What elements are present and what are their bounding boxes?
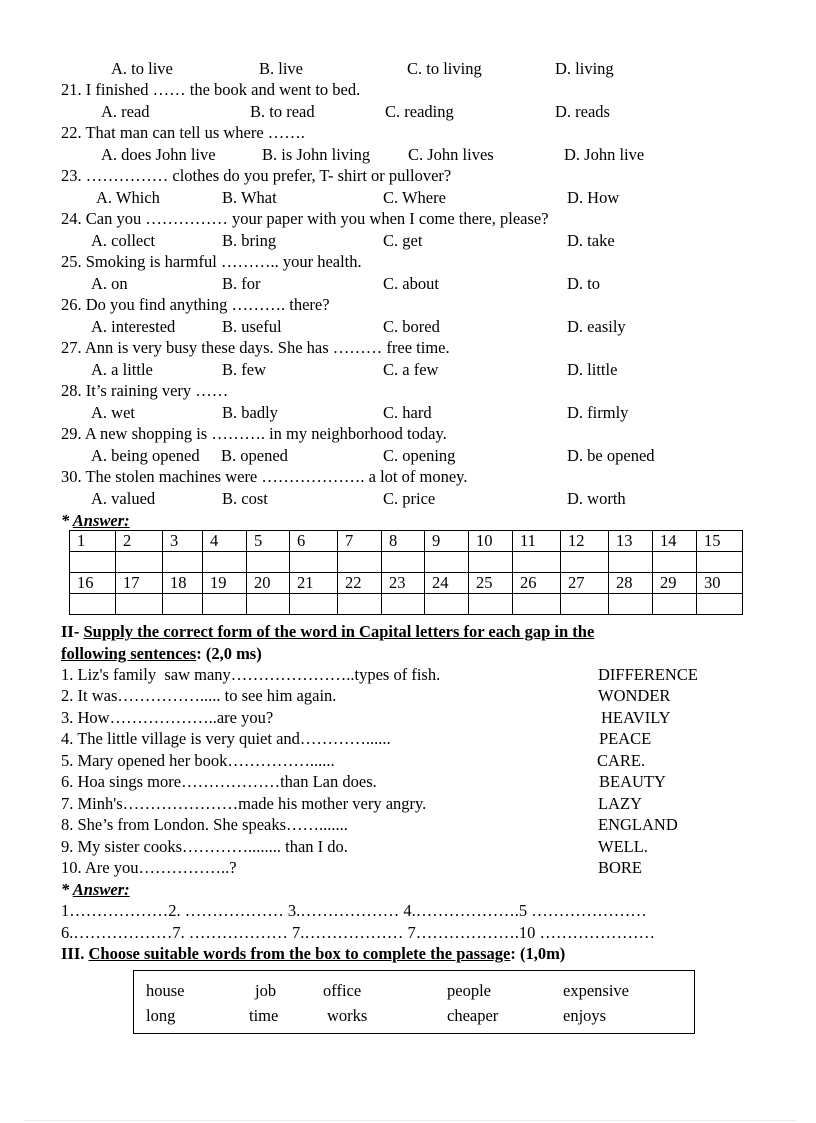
option-d: D. little xyxy=(567,360,618,379)
box-word: time xyxy=(249,1006,279,1025)
section-3-heading xyxy=(61,944,565,964)
option-d: D. worth xyxy=(567,489,626,508)
grid-cell: 25 xyxy=(469,573,513,594)
option-c: C. about xyxy=(383,274,439,293)
section-2-title-line2: following sentences xyxy=(61,644,197,663)
option-c: C. hard xyxy=(383,403,432,422)
answer-grid-blank-2 xyxy=(70,594,743,615)
option-b: B. useful xyxy=(222,317,282,336)
answer-cell[interactable] xyxy=(163,552,203,573)
option-a: A. valued xyxy=(91,489,156,508)
word-form-item: 8. She’s from London. She speaks……....... xyxy=(61,815,348,834)
option-b: B. What xyxy=(222,188,277,207)
answer-cell[interactable] xyxy=(513,552,561,573)
answer-cell[interactable] xyxy=(561,594,609,615)
option-d: D. John live xyxy=(564,145,645,164)
option-a: A. to live xyxy=(111,59,173,78)
grid-cell: 18 xyxy=(163,573,203,594)
answer-grid-blank-1 xyxy=(70,552,743,573)
grid-cell: 9 xyxy=(425,531,469,552)
option-b: B. to read xyxy=(250,102,315,121)
grid-cell: 14 xyxy=(653,531,697,552)
option-c: C. price xyxy=(383,489,436,508)
question-21: 21. I finished …… the book and went to bed. xyxy=(61,80,361,99)
answer-cell[interactable] xyxy=(697,594,743,615)
answer-cell[interactable] xyxy=(247,552,290,573)
option-d: D. easily xyxy=(567,317,626,336)
option-c: C. John lives xyxy=(408,145,494,164)
word-form-item: 4. The little village is very quiet and…………...... xyxy=(61,729,391,748)
answer-cell[interactable] xyxy=(653,552,697,573)
word-form-item: 10. Are you……………..? xyxy=(61,858,237,877)
answer-cell[interactable] xyxy=(382,594,425,615)
grid-cell: 23 xyxy=(382,573,425,594)
answer-cell[interactable] xyxy=(203,594,247,615)
section-3-prefix: III. xyxy=(61,944,89,963)
answer-cell[interactable] xyxy=(247,594,290,615)
option-b: B. for xyxy=(222,274,261,293)
option-d: D. be opened xyxy=(567,446,655,465)
option-c: C. opening xyxy=(383,446,456,465)
option-d: D. living xyxy=(555,59,614,78)
answer-cell[interactable] xyxy=(425,594,469,615)
section-3-marks: : (1,0m) xyxy=(510,944,566,963)
capital-word: WELL. xyxy=(598,837,648,856)
box-word: cheaper xyxy=(447,1006,499,1025)
answer-cell[interactable] xyxy=(469,552,513,573)
question-25: 25. Smoking is harmful ……….. your health. xyxy=(61,252,362,271)
answer-cell[interactable] xyxy=(609,552,653,573)
answer-label-text: Answer: xyxy=(72,511,130,530)
option-b: B. is John living xyxy=(262,145,371,164)
option-a: A. being opened xyxy=(91,446,200,465)
capital-word: CARE. xyxy=(597,751,646,770)
answer-label-text: Answer: xyxy=(72,880,130,899)
answer-cell[interactable] xyxy=(425,552,469,573)
grid-cell: 12 xyxy=(561,531,609,552)
section-2-title-line1: Supply the correct form of the word in Capital letters for each gap in the xyxy=(83,622,595,641)
answer-cell[interactable] xyxy=(203,552,247,573)
grid-cell: 5 xyxy=(247,531,290,552)
page-footer-divider xyxy=(25,1120,795,1121)
word-form-item: 9. My sister cooks…………........ than I do. xyxy=(61,837,348,856)
question-26: 26. Do you find anything ………. there? xyxy=(61,295,330,314)
box-word: house xyxy=(146,981,185,1000)
question-30: 30. The stolen machines were ………………. a lot of money. xyxy=(61,467,468,486)
grid-cell: 16 xyxy=(70,573,116,594)
section-2-prefix: II- xyxy=(61,622,84,641)
question-27: 27. Ann is very busy these days. She has ……… free time. xyxy=(61,338,450,357)
answer-label: * Answer: xyxy=(61,880,130,899)
answer-cell[interactable] xyxy=(697,552,743,573)
answer-cell[interactable] xyxy=(469,594,513,615)
answer-grid-header-2 xyxy=(70,573,743,594)
box-word: expensive xyxy=(563,981,629,1000)
answer-cell[interactable] xyxy=(290,594,338,615)
box-word: works xyxy=(327,1006,368,1025)
grid-cell: 27 xyxy=(561,573,609,594)
grid-cell: 7 xyxy=(338,531,382,552)
answer-cell[interactable] xyxy=(561,552,609,573)
box-word: office xyxy=(323,981,362,1000)
grid-cell: 26 xyxy=(513,573,561,594)
option-c: C. reading xyxy=(385,102,454,121)
grid-cell: 28 xyxy=(609,573,653,594)
word-form-item: 3. How………………..are you? xyxy=(61,708,274,727)
option-b: B. live xyxy=(259,59,303,78)
section-2-heading-line2 xyxy=(61,644,262,664)
question-28: 28. It’s raining very …… xyxy=(61,381,229,400)
option-c: C. to living xyxy=(407,59,482,78)
section-2-heading xyxy=(61,622,594,642)
capital-word: WONDER xyxy=(598,686,671,705)
word-form-item: 2. It was……………..... to see him again. xyxy=(61,686,337,705)
grid-cell: 19 xyxy=(203,573,247,594)
grid-cell: 22 xyxy=(338,573,382,594)
answer-cell[interactable] xyxy=(116,594,163,615)
option-d: D. to xyxy=(567,274,600,293)
section-3-title: Choose suitable words from the box to complete the passage xyxy=(88,944,511,963)
option-d: D. How xyxy=(567,188,620,207)
option-a: A. collect xyxy=(91,231,156,250)
answer-cell[interactable] xyxy=(70,594,116,615)
answer-label: * Answer: xyxy=(61,511,130,530)
option-c: C. Where xyxy=(383,188,446,207)
box-word: job xyxy=(255,981,277,1000)
option-d: D. firmly xyxy=(567,403,629,422)
question-23: 23. …………… clothes do you prefer, T- shirt or pullover? xyxy=(61,166,452,185)
grid-cell: 13 xyxy=(609,531,653,552)
grid-cell: 11 xyxy=(513,531,561,552)
answer-cell[interactable] xyxy=(116,552,163,573)
option-b: B. badly xyxy=(222,403,278,422)
grid-cell: 21 xyxy=(290,573,338,594)
answer-cell[interactable] xyxy=(382,552,425,573)
answer-cell[interactable] xyxy=(653,594,697,615)
option-b: B. cost xyxy=(222,489,268,508)
option-b: B. opened xyxy=(221,446,288,465)
capital-word: HEAVILY xyxy=(601,708,671,727)
grid-cell: 17 xyxy=(116,573,163,594)
answer-grid-header-1 xyxy=(70,531,743,552)
word-box xyxy=(133,970,695,1034)
answer-cell[interactable] xyxy=(338,552,382,573)
question-22: 22. That man can tell us where ……. xyxy=(61,123,305,142)
grid-cell: 2 xyxy=(116,531,163,552)
word-form-item: 1. Liz's family saw many…………………..types of fish. xyxy=(61,665,441,684)
option-a: A. Which xyxy=(96,188,160,207)
option-a: A. read xyxy=(101,102,150,121)
option-c: C. get xyxy=(383,231,423,250)
answer-line[interactable]: 1………………2. ……………… 3.……………… 4.……………….5 ………………… xyxy=(61,901,647,920)
capital-word: ENGLAND xyxy=(598,815,678,834)
grid-cell: 20 xyxy=(247,573,290,594)
grid-cell: 30 xyxy=(697,573,743,594)
grid-cell: 24 xyxy=(425,573,469,594)
answer-cell[interactable] xyxy=(70,552,116,573)
word-form-item: 5. Mary opened her book……………...... xyxy=(61,751,335,770)
option-d: D. reads xyxy=(555,102,610,121)
word-form-item: 7. Minh's…………………made his mother very angry. xyxy=(61,794,427,813)
answer-cell[interactable] xyxy=(609,594,653,615)
answer-grid xyxy=(69,530,743,615)
word-form-item: 6. Hoa sings more………………than Lan does. xyxy=(61,772,377,791)
answer-cell[interactable] xyxy=(338,594,382,615)
grid-cell: 4 xyxy=(203,531,247,552)
grid-cell: 8 xyxy=(382,531,425,552)
grid-cell: 6 xyxy=(290,531,338,552)
option-b: B. few xyxy=(222,360,266,379)
capital-word: DIFFERENCE xyxy=(598,665,698,684)
option-c: C. a few xyxy=(383,360,439,379)
option-a: A. a little xyxy=(91,360,153,379)
grid-cell: 15 xyxy=(697,531,743,552)
option-b: B. bring xyxy=(222,231,277,250)
answer-line[interactable]: 6.………………7. ……………… 7.……………… 7……………….10 ………………… xyxy=(61,923,655,942)
capital-word: BORE xyxy=(598,858,643,877)
grid-cell: 1 xyxy=(70,531,116,552)
box-word: long xyxy=(146,1006,176,1025)
capital-word: LAZY xyxy=(598,794,642,813)
answer-cell[interactable] xyxy=(513,594,561,615)
box-word: enjoys xyxy=(563,1006,607,1025)
option-a: A. on xyxy=(91,274,128,293)
box-word: people xyxy=(447,981,491,1000)
option-a: A. wet xyxy=(91,403,135,422)
answer-cell[interactable] xyxy=(290,552,338,573)
option-a: A. interested xyxy=(91,317,176,336)
grid-cell: 29 xyxy=(653,573,697,594)
capital-word: BEAUTY xyxy=(599,772,666,791)
capital-word: PEACE xyxy=(599,729,652,748)
option-a: A. does John live xyxy=(101,145,216,164)
question-24: 24. Can you …………… your paper with you when I come there, please? xyxy=(61,209,549,228)
question-29: 29. A new shopping is ………. in my neighborhood today. xyxy=(61,424,447,443)
grid-cell: 10 xyxy=(469,531,513,552)
option-d: D. take xyxy=(567,231,615,250)
option-c: C. bored xyxy=(383,317,440,336)
grid-cell: 3 xyxy=(163,531,203,552)
answer-cell[interactable] xyxy=(163,594,203,615)
section-2-marks: : (2,0 ms) xyxy=(196,644,262,663)
